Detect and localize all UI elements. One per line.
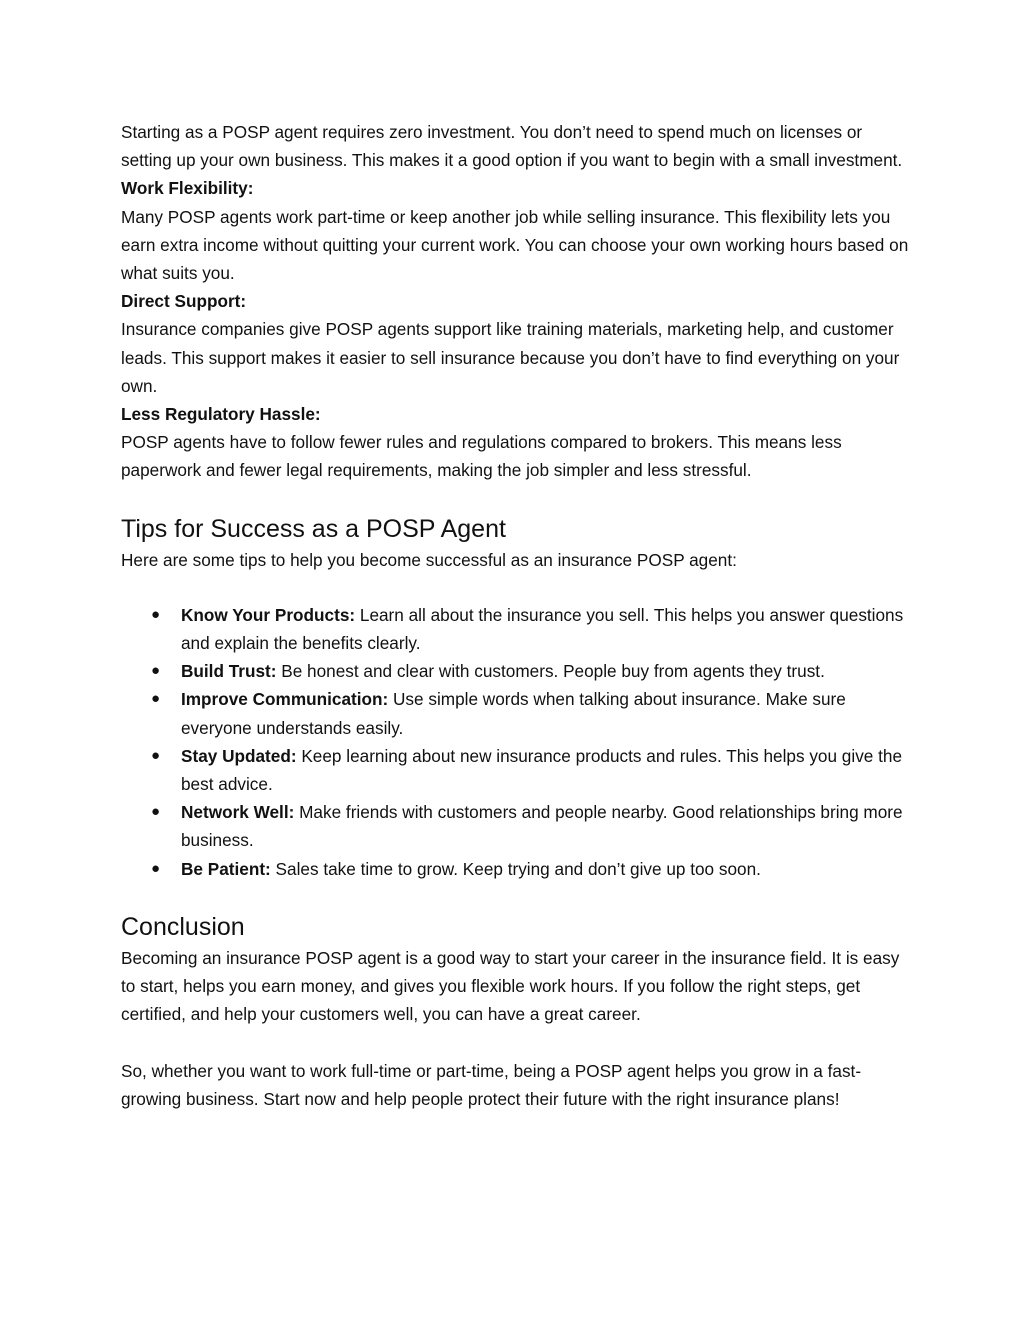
bullet-icon: ● <box>151 690 161 708</box>
tip-text: Be honest and clear with customers. People buy from agents they trust. <box>276 661 825 682</box>
section-heading-less-regulatory-hassle: Less Regulatory Hassle: <box>121 404 321 425</box>
tip-label: Build Trust: <box>181 661 277 682</box>
list-item <box>121 601 911 657</box>
tips-list <box>121 601 911 883</box>
bullet-icon: ● <box>151 803 161 821</box>
bullet-icon: ● <box>151 746 161 764</box>
list-item <box>121 742 911 798</box>
tip-label: Know Your Products: <box>181 604 356 625</box>
tip-text: Make friends with customers and people nearby. Good relationships bring more business. <box>181 802 903 851</box>
conclusion-paragraph-2: So, whether you want to work full-time or part-time, being a POSP agent helps you grow in a fast-growing business. Start now and help people protect their future with the right insurance plans! <box>121 1060 862 1109</box>
tip-label: Be Patient: <box>181 858 271 879</box>
section-body-work-flexibility: Many POSP agents work part-time or keep another job while selling insurance. This flexibility lets you earn extra income without quitting your current work. You can choose your own working hours based on what suits you. <box>121 206 909 284</box>
list-item <box>121 657 911 685</box>
tip-label: Stay Updated: <box>181 745 297 766</box>
section-heading-work-flexibility: Work Flexibility: <box>121 178 254 199</box>
document-page <box>121 118 911 1113</box>
tip-text: Keep learning about new insurance products and rules. This helps you give the best advice. <box>181 745 903 795</box>
section-body-direct-support: Insurance companies give POSP agents support like training materials, marketing help, and customer leads. This support makes it easier to sell insurance because you don’t have to find everything on your own. <box>121 319 900 396</box>
list-item <box>121 855 911 883</box>
bullet-icon: ● <box>151 662 161 680</box>
list-item <box>121 685 911 741</box>
tip-label: Improve Communication: <box>181 689 389 710</box>
tip-text: Use simple words when talking about insurance. Make sure everyone understands easily. <box>181 689 846 738</box>
section-body-less-regulatory-hassle: POSP agents have to follow fewer rules and regulations compared to brokers. This means less paperwork and fewer legal requirements, making the job simpler and less stressful. <box>121 432 842 481</box>
intro-paragraph: Starting as a POSP agent requires zero investment. You don’t need to spend much on licenses or setting up your own business. This makes it a good option if you want to begin with a small investment. <box>121 122 903 171</box>
tip-label: Network Well: <box>181 802 295 823</box>
conclusion-heading: Conclusion <box>121 912 245 941</box>
bullet-icon: ● <box>151 605 161 623</box>
conclusion-paragraph-1: Becoming an insurance POSP agent is a good way to start your career in the insurance field. It is easy to start, helps you earn money, and gives you flexible work hours. If you follow the right steps, get certified, and help your customers well, you can have a great career. <box>121 947 900 1025</box>
tip-text: Learn all about the insurance you sell. This helps you answer questions and explain the benefits clearly. <box>181 604 904 654</box>
tips-intro: Here are some tips to help you become successful as an insurance POSP agent: <box>121 549 737 570</box>
list-item <box>121 798 911 854</box>
bullet-icon: ● <box>151 859 161 877</box>
section-heading-direct-support: Direct Support: <box>121 291 247 312</box>
tip-text: Sales take time to grow. Keep trying and don’t give up too soon. <box>270 858 761 879</box>
tips-heading: Tips for Success as a POSP Agent <box>121 514 506 543</box>
